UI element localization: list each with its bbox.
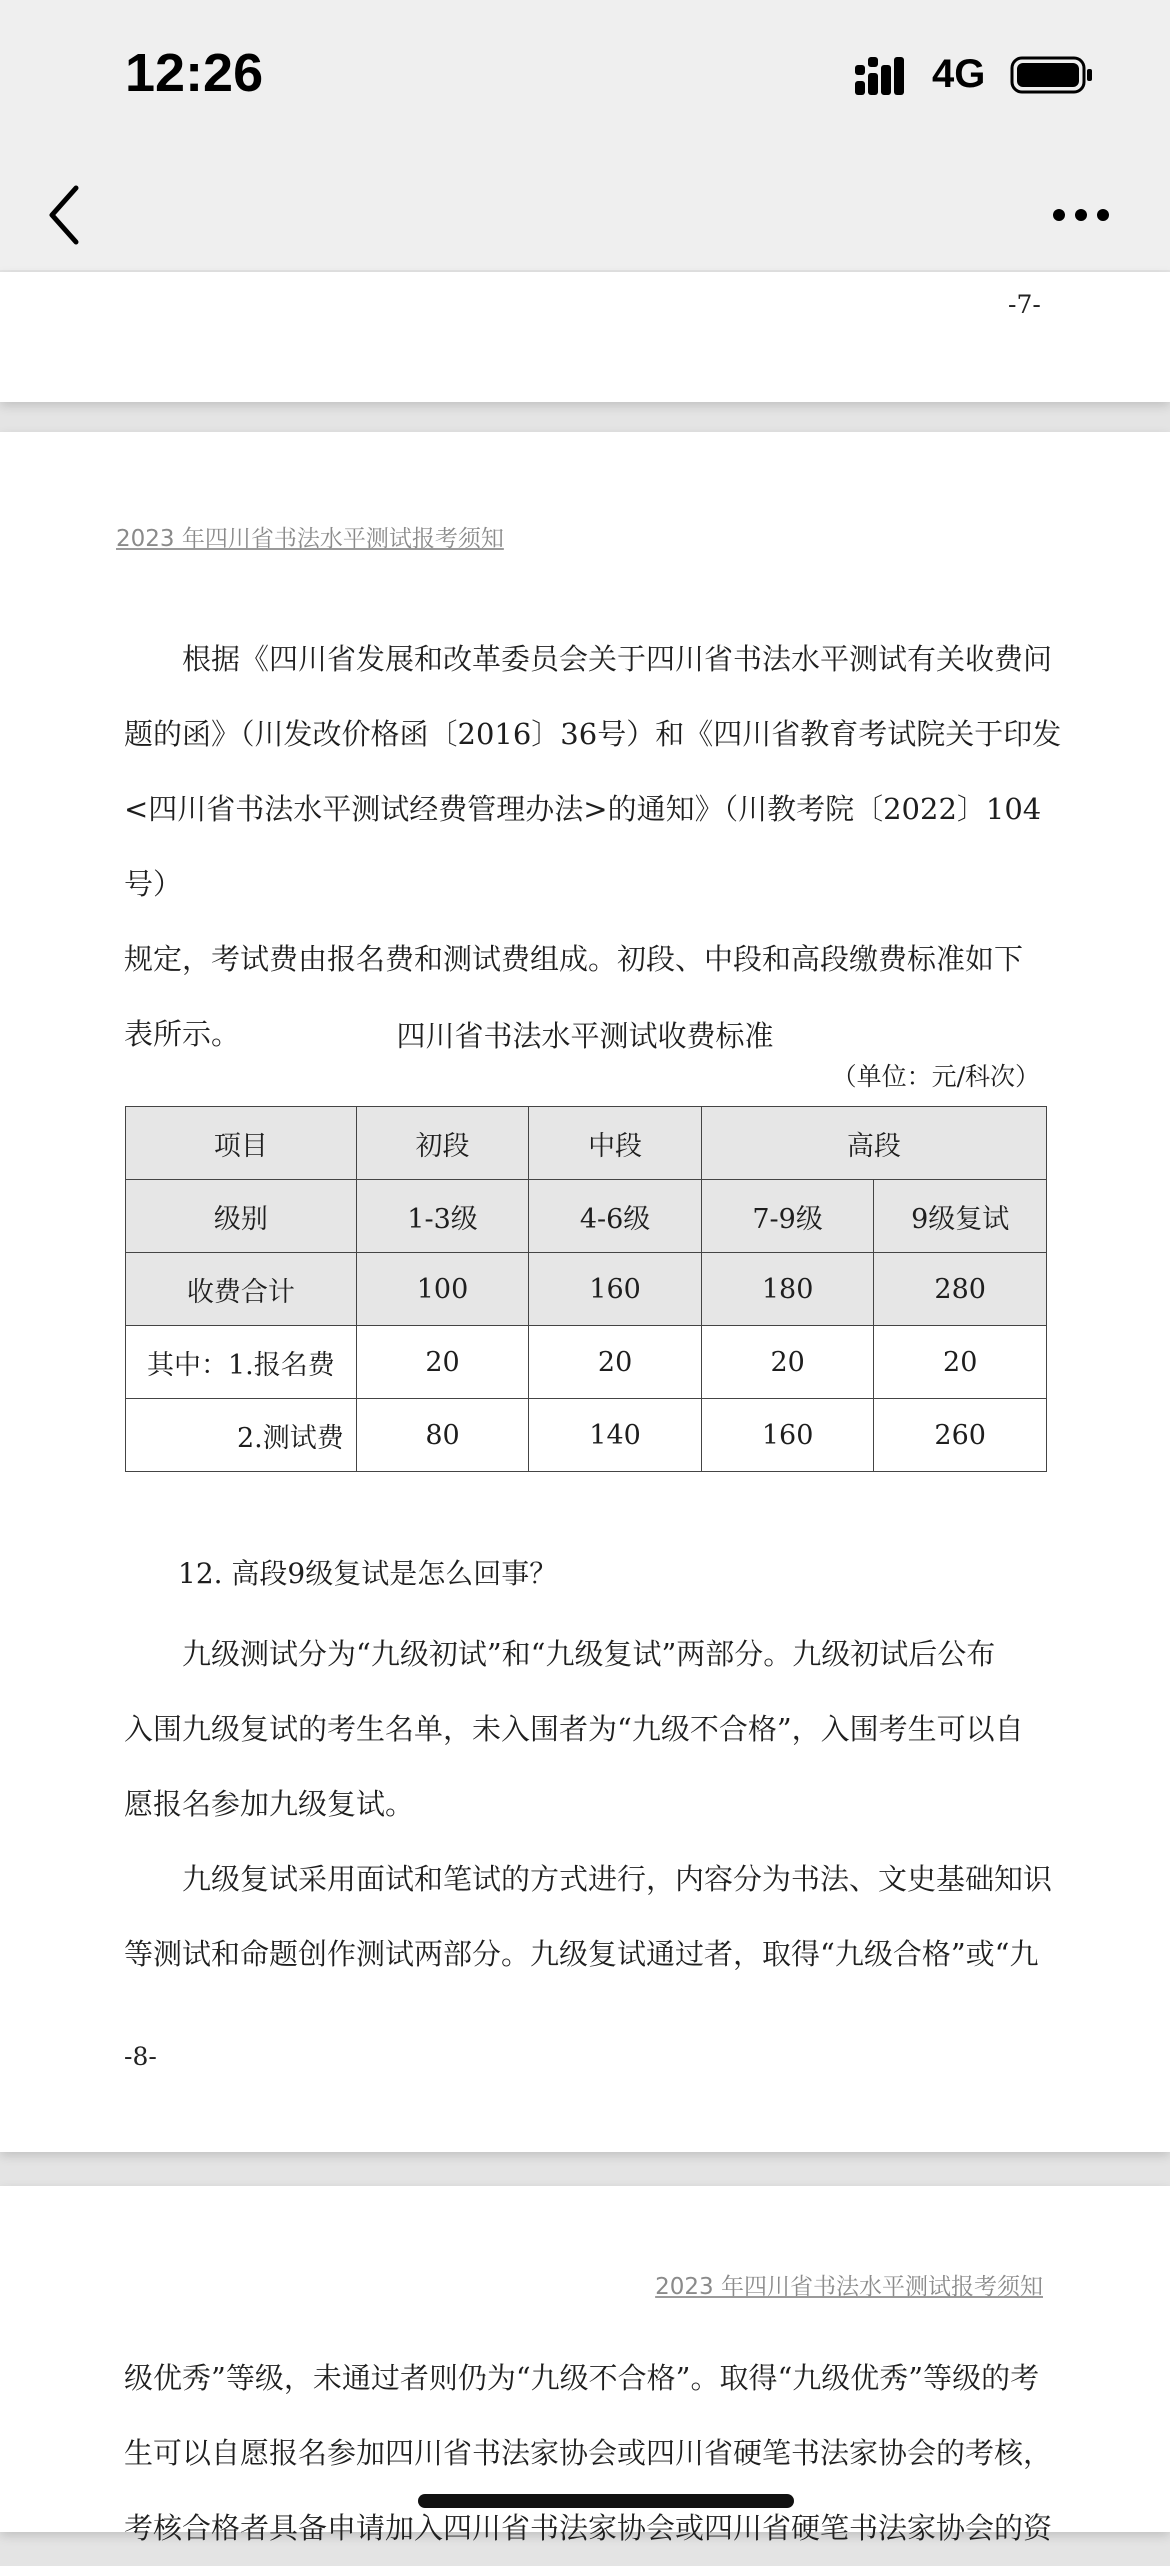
answer-paragraph-1-cont [124,1692,1069,1842]
answer-paragraph-2 [124,1842,1069,1917]
table-cell: 280 [874,1253,1047,1326]
table-cell: 20 [356,1326,529,1399]
nav-bar [0,150,1170,270]
table-row [126,1399,1047,1472]
page-number: -8- [124,2042,157,2071]
more-icon[interactable] [1050,200,1112,230]
continued-paragraph [124,2341,1069,2566]
text-line: <四川省书法水平测试经费管理办法>的通知》（川教考院〔2022〕104号） [124,792,1042,901]
intro-paragraph [124,622,1069,697]
table-cell: 160 [529,1253,702,1326]
text-line: 等测试和命题创作测试两部分。九级复试通过者，取得“九级合格”或“九 [124,1937,1039,1971]
table-cell: 4-6级 [529,1180,702,1253]
text-line: 入围九级复试的考生名单，未入围者为“九级不合格”，入围考生可以自 [124,1712,1024,1746]
status-bar [0,0,1170,150]
document-page-8 [0,432,1170,2152]
table-cell: 初段 [356,1107,529,1180]
text-line: 生可以自愿报名参加四川省书法家协会或四川省硬笔书法家协会的考核， [124,2436,1053,2470]
text-line: 题的函》（川发改价格函〔2016〕36号）和《四川省教育考试院关于印发 [124,717,1062,751]
table-cell: 20 [701,1326,874,1399]
table-row [126,1180,1047,1253]
table-cell: 收费合计 [126,1253,357,1326]
table-cell: 高段 [701,1107,1046,1180]
text-line: 九级测试分为“九级初试”和“九级复试”两部分。九级初试后公布 [182,1637,996,1671]
back-icon[interactable] [40,180,90,250]
table-cell: 140 [529,1399,702,1472]
table-cell: 2.测试费 [126,1399,357,1472]
page-number: -7- [1008,290,1041,319]
table-title: 四川省书法水平测试收费标准 [396,1019,774,1053]
network-type: 4G [932,52,986,96]
text-line: 考核合格者具备申请加入四川省书法家协会或四川省硬笔书法家协会的资 [124,2511,1053,2545]
text-line: 级优秀”等级，未通过者则仍为“九级不合格”。取得“九级优秀”等级的考 [124,2361,1040,2395]
table-cell: 80 [356,1399,529,1472]
table-cell: 100 [356,1253,529,1326]
page-header: 2023 年四川省书法水平测试报考须知 [655,2274,1043,2300]
table-cell: 160 [701,1399,874,1472]
question-heading: 12. 高段9级复试是怎么回事？ [178,1557,558,1590]
text-line: 九级复试采用面试和笔试的方式进行，内容分为书法、文史基础知识 [182,1862,1053,1896]
table-cell: 7-9级 [701,1180,874,1253]
table-cell: 180 [701,1253,874,1326]
answer-paragraph-2-cont [124,1917,1069,1992]
signal-icon [855,55,917,97]
answer-paragraph-1 [124,1617,1069,1692]
document-page-7 [0,272,1170,402]
battery-icon [1010,56,1094,94]
status-time: 12:26 [125,43,264,103]
home-indicator[interactable] [418,2494,794,2508]
text-line: 表所示。 [124,1017,241,1051]
fee-table [125,1106,1047,1472]
table-cell: 项目 [126,1107,357,1180]
text-line: 愿报名参加九级复试。 [124,1787,415,1821]
table-row [126,1107,1047,1180]
text-line: 规定，考试费由报名费和测试费组成。初段、中段和高段缴费标准如下 [124,942,1024,976]
table-cell: 中段 [529,1107,702,1180]
table-cell: 20 [529,1326,702,1399]
text-line: 根据《四川省发展和改革委员会关于四川省书法水平测试有关收费问 [182,642,1053,676]
table-row [126,1253,1047,1326]
table-cell: 1-3级 [356,1180,529,1253]
table-cell: 9级复试 [874,1180,1047,1253]
table-row [126,1326,1047,1399]
table-cell: 20 [874,1326,1047,1399]
table-cell: 其中：1.报名费 [126,1326,357,1399]
page-header: 2023 年四川省书法水平测试报考须知 [116,526,504,552]
document-page-9 [0,2186,1170,2545]
table-cell: 260 [874,1399,1047,1472]
table-unit: （单位：元/科次） [831,1062,1040,1091]
table-cell: 级别 [126,1180,357,1253]
